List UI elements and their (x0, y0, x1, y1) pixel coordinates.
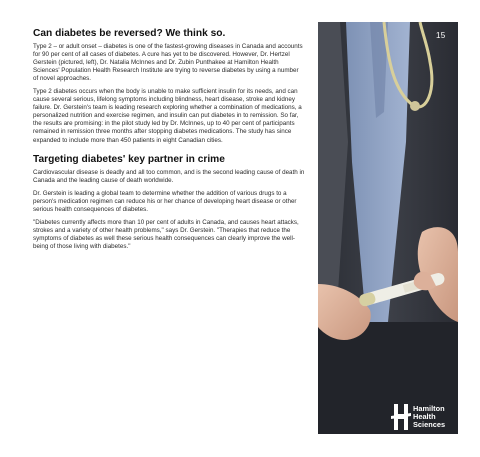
logo-line: Health (413, 412, 436, 421)
hamilton-health-sciences-logo (391, 404, 457, 430)
page-number: 15 (436, 31, 446, 40)
section-heading-reversal: Can diabetes be reversed? We think so. (33, 28, 226, 39)
section-heading-partner: Targeting diabetes' key partner in crime (33, 153, 225, 165)
paragraph-quote: "Diabetes currently affects more than 10 per cent of adults in Canada, and causes heart attacks, strokes and a variety of other health problems," says Dr. Gerstein. "Therapies that reduce the symptoms of diabetes as well these serious health consequences can clearly improve the well-being of those living with diabetes." (33, 218, 299, 250)
hhs-logo-icon (391, 404, 411, 430)
logo-line: Hamilton (413, 404, 445, 413)
article (33, 28, 305, 256)
paragraph: Cardiovascular disease is deadly and all too common, and is the second leading cause of death in Canada and the leading cause of death worldwide. (33, 168, 305, 184)
paragraph: Type 2 diabetes occurs when the body is unable to make sufficient insulin for its needs, and can cause several serious, lifelong symptoms including blindness, heart disease, stroke and kidney failure. Dr. Gerstein's team is leading research exploring whether a combination of medications, a personalized nutrition and exercise regimen, and insulin can put diabetes in to remission. So far, the results are promising: in the pilot study led by Dr. McInnes, up to 40 per cent of participants remained in remission three months after stopping diabetes medications. The study has since expanded to include more than 450 patients in eight Canadian cities. (33, 88, 302, 144)
logo-wordmark (413, 405, 445, 429)
paragraph: Dr. Gerstein is leading a global team to determine whether the addition of various drugs to a person's medication regimen can reduce his or her chance of developing heart disease or other serious health consequences of diabetes. (33, 189, 297, 213)
doctor-holding-insulin-pen-photo (318, 22, 458, 434)
logo-line: Sciences (413, 420, 446, 429)
paragraph: Type 2 – or adult onset – diabetes is one of the fastest-growing diseases in Canada and accounts for 90 per cent of all cases of diabetes. A cure has yet to be discovered. However, Dr. Hertzel Gerstein (pictured, left), Dr. Natalia McInnes and Dr. Zubin Punthakee at Hamilton Health Sciences' Population Health Research Institute are trying to reverse diabetes by using a number of novel approaches. (33, 43, 303, 83)
photo-illustration (318, 22, 458, 434)
